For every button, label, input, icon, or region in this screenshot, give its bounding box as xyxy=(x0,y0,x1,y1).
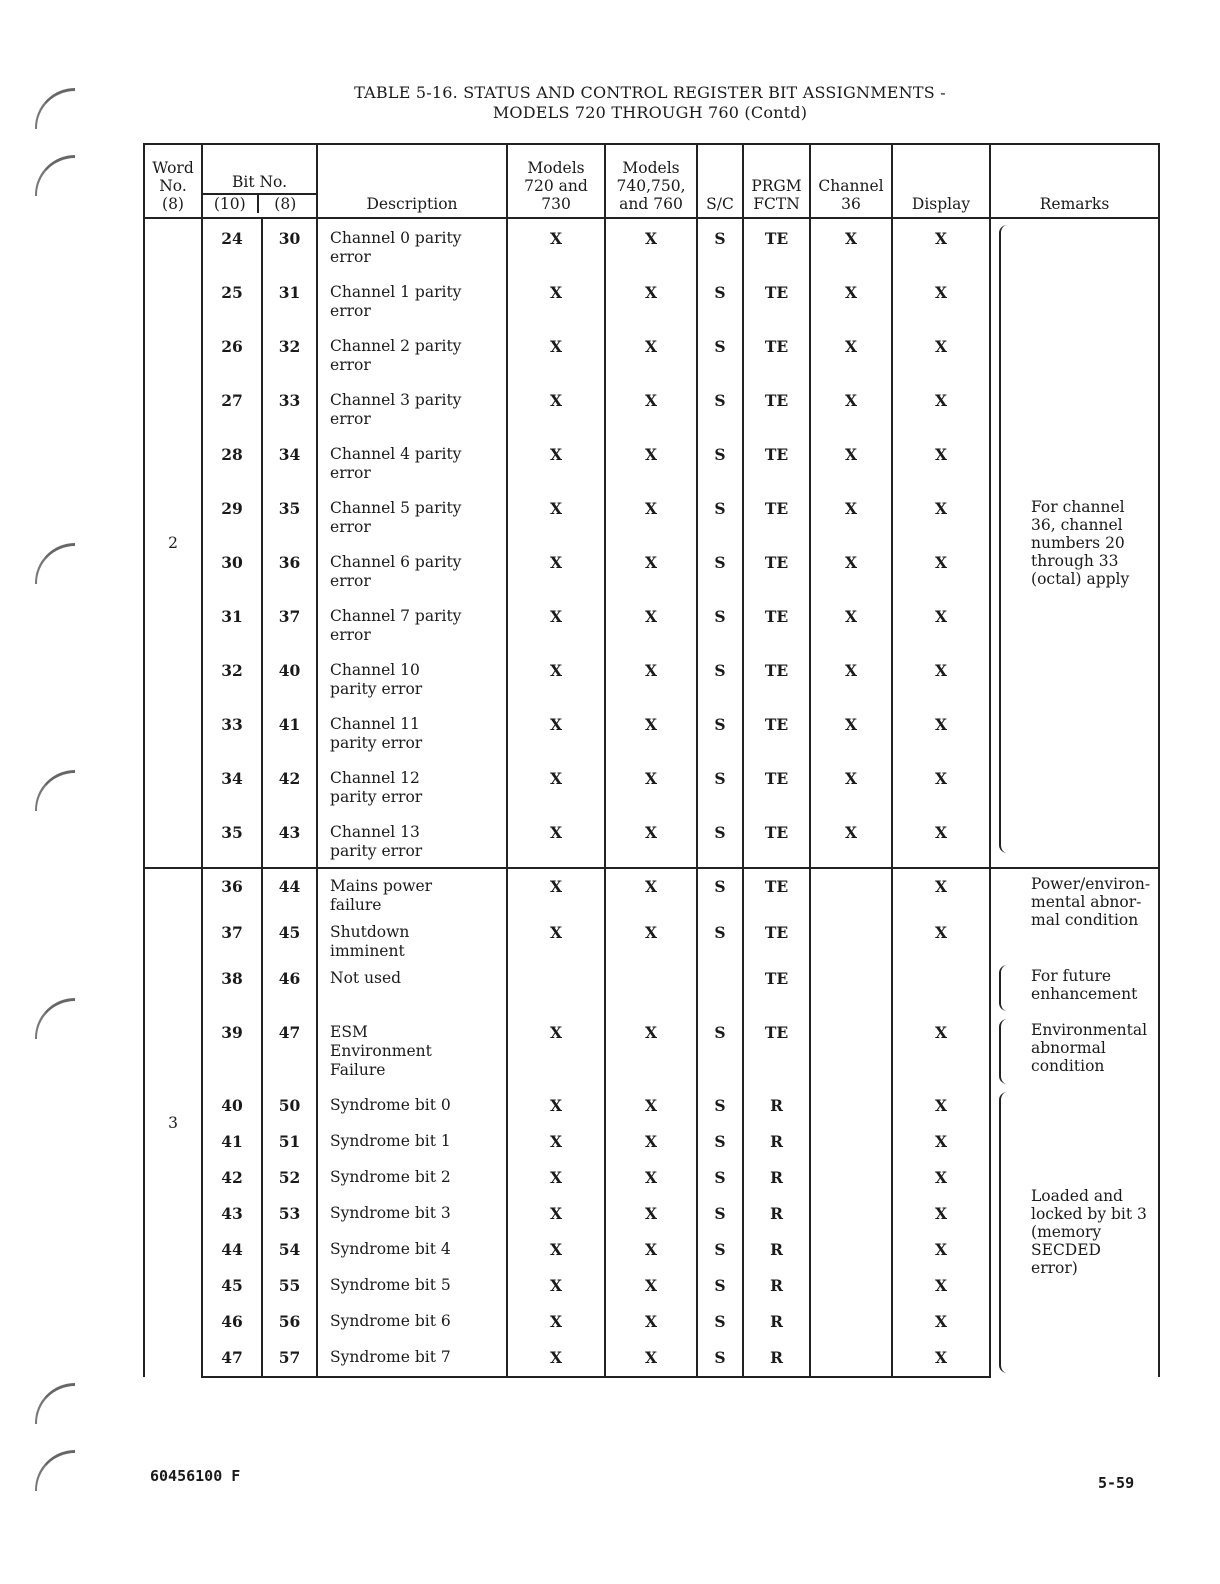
bit-decimal: 47 xyxy=(202,1340,262,1377)
models-720-mark: X xyxy=(507,435,605,489)
sc-value: S xyxy=(697,273,743,327)
models-740-mark: X xyxy=(605,868,697,915)
display-mark: X xyxy=(892,543,990,597)
header-models-740: Models 740,750, and 760 xyxy=(605,144,697,218)
models-720-mark: X xyxy=(507,1015,605,1088)
bit-octal: 47 xyxy=(262,1015,317,1088)
sc-value: S xyxy=(697,1088,743,1124)
display-mark: X xyxy=(892,327,990,381)
bit-decimal: 24 xyxy=(202,218,262,273)
table-row xyxy=(144,961,1159,1015)
channel-36-mark xyxy=(810,1088,892,1124)
description: Mains power failure xyxy=(317,868,507,915)
bit-octal: 40 xyxy=(262,651,317,705)
bit-decimal: 44 xyxy=(202,1232,262,1268)
models-720-mark: X xyxy=(507,1196,605,1232)
table-row xyxy=(144,1088,1159,1124)
models-740-mark: X xyxy=(605,1232,697,1268)
channel-36-mark xyxy=(810,1232,892,1268)
models-740-mark: X xyxy=(605,915,697,961)
sc-value: S xyxy=(697,1124,743,1160)
remarks-channel-numbering xyxy=(990,218,1159,868)
models-740-mark xyxy=(605,961,697,1015)
models-740-mark: X xyxy=(605,543,697,597)
bit-octal: 37 xyxy=(262,597,317,651)
bit-decimal: 32 xyxy=(202,651,262,705)
bit-octal: 56 xyxy=(262,1304,317,1340)
channel-36-mark: X xyxy=(810,218,892,273)
description: Channel 13 parity error xyxy=(317,813,507,868)
header-bit-no xyxy=(202,144,317,218)
display-mark: X xyxy=(892,1015,990,1088)
table-title-line-2: MODELS 720 THROUGH 760 (Contd) xyxy=(492,103,808,122)
channel-36-mark xyxy=(810,961,892,1015)
prgm-fctn: R xyxy=(743,1088,810,1124)
display-mark: X xyxy=(892,489,990,543)
channel-36-mark: X xyxy=(810,597,892,651)
sc-value: S xyxy=(697,1304,743,1340)
description: Syndrome bit 1 xyxy=(317,1124,507,1160)
bit-octal: 35 xyxy=(262,489,317,543)
header-display: Display xyxy=(892,144,990,218)
models-720-mark: X xyxy=(507,597,605,651)
models-740-mark: X xyxy=(605,273,697,327)
remark-text: Loaded and locked by bit 3 (memory SECDED error) xyxy=(1031,1187,1147,1277)
models-740-mark: X xyxy=(605,1340,697,1377)
models-740-mark: X xyxy=(605,327,697,381)
bit-octal: 57 xyxy=(262,1340,317,1377)
header-bit-octal: (8) xyxy=(274,195,297,213)
table-row xyxy=(144,218,1159,273)
description: Channel 3 parity error xyxy=(317,381,507,435)
channel-36-mark: X xyxy=(810,327,892,381)
display-mark: X xyxy=(892,1196,990,1232)
bit-decimal: 36 xyxy=(202,868,262,915)
description: Syndrome bit 4 xyxy=(317,1232,507,1268)
display-mark: X xyxy=(892,813,990,868)
remark-text: Environmental abnormal condition xyxy=(1031,1021,1148,1075)
models-720-mark: X xyxy=(507,1340,605,1377)
bit-decimal: 38 xyxy=(202,961,262,1015)
brace-mark xyxy=(999,1092,1011,1373)
channel-36-mark xyxy=(810,1124,892,1160)
models-740-mark: X xyxy=(605,435,697,489)
bit-decimal: 27 xyxy=(202,381,262,435)
description: Channel 0 parity error xyxy=(317,218,507,273)
bit-decimal: 33 xyxy=(202,705,262,759)
prgm-fctn: TE xyxy=(743,435,810,489)
models-720-mark: X xyxy=(507,813,605,868)
bit-decimal: 31 xyxy=(202,597,262,651)
models-740-mark: X xyxy=(605,489,697,543)
models-740-mark: X xyxy=(605,1268,697,1304)
sc-value: S xyxy=(697,218,743,273)
bit-octal: 46 xyxy=(262,961,317,1015)
sc-value: S xyxy=(697,915,743,961)
binder-hole xyxy=(35,155,75,196)
models-720-mark: X xyxy=(507,489,605,543)
models-740-mark: X xyxy=(605,597,697,651)
prgm-fctn: R xyxy=(743,1304,810,1340)
prgm-fctn: TE xyxy=(743,1015,810,1088)
models-720-mark: X xyxy=(507,759,605,813)
models-740-mark: X xyxy=(605,1015,697,1088)
channel-36-mark: X xyxy=(810,759,892,813)
channel-36-mark xyxy=(810,868,892,915)
display-mark: X xyxy=(892,868,990,915)
bit-octal: 52 xyxy=(262,1160,317,1196)
channel-36-mark: X xyxy=(810,543,892,597)
remark-text: For channel 36, channel numbers 20 through 33 (octal) apply xyxy=(1031,497,1130,588)
table-row xyxy=(144,868,1159,915)
models-720-mark: X xyxy=(507,705,605,759)
bit-octal: 50 xyxy=(262,1088,317,1124)
sc-value: S xyxy=(697,813,743,868)
remarks-syndrome xyxy=(990,1088,1159,1377)
display-mark: X xyxy=(892,1268,990,1304)
prgm-fctn: TE xyxy=(743,327,810,381)
prgm-fctn: TE xyxy=(743,868,810,915)
brace-mark xyxy=(999,1019,1011,1084)
header-models-720: Models 720 and 730 xyxy=(507,144,605,218)
prgm-fctn: TE xyxy=(743,813,810,868)
models-740-mark: X xyxy=(605,1196,697,1232)
remarks-environmental xyxy=(990,1015,1159,1088)
channel-36-mark: X xyxy=(810,705,892,759)
models-720-mark: X xyxy=(507,381,605,435)
bit-decimal: 26 xyxy=(202,327,262,381)
description: Syndrome bit 5 xyxy=(317,1268,507,1304)
models-720-mark: X xyxy=(507,651,605,705)
sc-value: S xyxy=(697,597,743,651)
prgm-fctn: TE xyxy=(743,489,810,543)
sc-value: S xyxy=(697,489,743,543)
bit-octal: 51 xyxy=(262,1124,317,1160)
models-720-mark: X xyxy=(507,1160,605,1196)
description: Channel 12 parity error xyxy=(317,759,507,813)
description: Channel 10 parity error xyxy=(317,651,507,705)
models-720-mark: X xyxy=(507,1232,605,1268)
bit-decimal: 35 xyxy=(202,813,262,868)
sc-value: S xyxy=(697,705,743,759)
display-mark xyxy=(892,961,990,1015)
bit-octal: 55 xyxy=(262,1268,317,1304)
prgm-fctn: R xyxy=(743,1232,810,1268)
sc-value: S xyxy=(697,1160,743,1196)
models-720-mark: X xyxy=(507,327,605,381)
models-740-mark: X xyxy=(605,381,697,435)
sc-value: S xyxy=(697,1268,743,1304)
bit-octal: 31 xyxy=(262,273,317,327)
models-720-mark: X xyxy=(507,218,605,273)
models-720-mark: X xyxy=(507,1124,605,1160)
description: Channel 2 parity error xyxy=(317,327,507,381)
header-bit-decimal: (10) xyxy=(203,195,259,213)
description: Syndrome bit 2 xyxy=(317,1160,507,1196)
description: ESM Environment Failure xyxy=(317,1015,507,1088)
bit-decimal: 39 xyxy=(202,1015,262,1088)
channel-36-mark xyxy=(810,1268,892,1304)
header-description: Description xyxy=(317,144,507,218)
header-word: Word No. (8) xyxy=(144,144,202,218)
prgm-fctn: TE xyxy=(743,218,810,273)
binder-hole xyxy=(35,770,75,811)
description: Syndrome bit 6 xyxy=(317,1304,507,1340)
channel-36-mark xyxy=(810,1015,892,1088)
bit-octal: 54 xyxy=(262,1232,317,1268)
display-mark: X xyxy=(892,435,990,489)
header-sc: S/C xyxy=(697,144,743,218)
header-channel-36: Channel 36 xyxy=(810,144,892,218)
sc-value: S xyxy=(697,1015,743,1088)
table-row xyxy=(144,1015,1159,1088)
bit-decimal: 41 xyxy=(202,1124,262,1160)
display-mark: X xyxy=(892,705,990,759)
models-740-mark: X xyxy=(605,813,697,868)
models-740-mark: X xyxy=(605,1160,697,1196)
binder-hole xyxy=(35,1383,75,1424)
display-mark: X xyxy=(892,273,990,327)
models-720-mark: X xyxy=(507,1088,605,1124)
bit-decimal: 25 xyxy=(202,273,262,327)
bit-decimal: 34 xyxy=(202,759,262,813)
prgm-fctn: TE xyxy=(743,543,810,597)
display-mark: X xyxy=(892,759,990,813)
models-740-mark: X xyxy=(605,759,697,813)
models-720-mark: X xyxy=(507,273,605,327)
bit-octal: 44 xyxy=(262,868,317,915)
sc-value: S xyxy=(697,1232,743,1268)
channel-36-mark xyxy=(810,1340,892,1377)
prgm-fctn: TE xyxy=(743,915,810,961)
bit-octal: 34 xyxy=(262,435,317,489)
bit-decimal: 46 xyxy=(202,1304,262,1340)
bit-octal: 42 xyxy=(262,759,317,813)
binder-hole xyxy=(35,543,75,584)
models-720-mark: X xyxy=(507,868,605,915)
page-number: 5-59 xyxy=(1098,1474,1135,1492)
sc-value: S xyxy=(697,651,743,705)
channel-36-mark: X xyxy=(810,813,892,868)
sc-value: S xyxy=(697,381,743,435)
display-mark: X xyxy=(892,1124,990,1160)
bit-decimal: 42 xyxy=(202,1160,262,1196)
sc-value: S xyxy=(697,759,743,813)
models-740-mark: X xyxy=(605,651,697,705)
header-bit-label: Bit No. xyxy=(203,173,316,195)
display-mark: X xyxy=(892,1088,990,1124)
description: Channel 5 parity error xyxy=(317,489,507,543)
sc-value: S xyxy=(697,435,743,489)
sc-value xyxy=(697,961,743,1015)
remarks-future xyxy=(990,961,1159,1015)
bit-octal: 41 xyxy=(262,705,317,759)
prgm-fctn: R xyxy=(743,1268,810,1304)
table-title-line-1: TABLE 5-16. STATUS AND CONTROL REGISTER BIT ASSIGNMENTS - xyxy=(354,83,946,102)
binder-hole xyxy=(35,88,75,129)
display-mark: X xyxy=(892,1340,990,1377)
sc-value: S xyxy=(697,1340,743,1377)
display-mark: X xyxy=(892,1232,990,1268)
description: Channel 4 parity error xyxy=(317,435,507,489)
display-mark: X xyxy=(892,1160,990,1196)
prgm-fctn: TE xyxy=(743,705,810,759)
models-740-mark: X xyxy=(605,705,697,759)
binder-hole xyxy=(35,1450,75,1491)
prgm-fctn: TE xyxy=(743,651,810,705)
description: Not used xyxy=(317,961,507,1015)
models-740-mark: X xyxy=(605,1124,697,1160)
brace-mark xyxy=(999,965,1011,1011)
display-mark: X xyxy=(892,651,990,705)
channel-36-mark: X xyxy=(810,273,892,327)
display-mark: X xyxy=(892,381,990,435)
channel-36-mark xyxy=(810,915,892,961)
models-720-mark: X xyxy=(507,1268,605,1304)
bit-decimal: 40 xyxy=(202,1088,262,1124)
models-740-mark: X xyxy=(605,218,697,273)
sc-value: S xyxy=(697,543,743,597)
bit-octal: 33 xyxy=(262,381,317,435)
word-number: 2 xyxy=(144,218,202,868)
brace-mark xyxy=(999,225,1011,853)
models-740-mark: X xyxy=(605,1304,697,1340)
channel-36-mark: X xyxy=(810,381,892,435)
channel-36-mark xyxy=(810,1304,892,1340)
sc-value: S xyxy=(697,327,743,381)
bit-decimal: 28 xyxy=(202,435,262,489)
description: Shutdown imminent xyxy=(317,915,507,961)
prgm-fctn: R xyxy=(743,1124,810,1160)
remarks-power xyxy=(990,868,1159,961)
channel-36-mark: X xyxy=(810,651,892,705)
prgm-fctn: R xyxy=(743,1340,810,1377)
prgm-fctn: R xyxy=(743,1160,810,1196)
channel-36-mark: X xyxy=(810,435,892,489)
models-720-mark xyxy=(507,961,605,1015)
models-720-mark: X xyxy=(507,915,605,961)
models-720-mark: X xyxy=(507,1304,605,1340)
bit-octal: 32 xyxy=(262,327,317,381)
header-remarks: Remarks xyxy=(990,144,1159,218)
header-prgm-fctn: PRGM FCTN xyxy=(743,144,810,218)
bit-assignment-table xyxy=(143,143,1160,1378)
bit-decimal: 30 xyxy=(202,543,262,597)
description: Channel 6 parity error xyxy=(317,543,507,597)
description: Channel 7 parity error xyxy=(317,597,507,651)
models-740-mark: X xyxy=(605,1088,697,1124)
word-number: 3 xyxy=(144,868,202,1377)
display-mark: X xyxy=(892,1304,990,1340)
bit-octal: 30 xyxy=(262,218,317,273)
bit-octal: 36 xyxy=(262,543,317,597)
description: Syndrome bit 0 xyxy=(317,1088,507,1124)
bit-decimal: 45 xyxy=(202,1268,262,1304)
channel-36-mark xyxy=(810,1196,892,1232)
binder-hole xyxy=(35,998,75,1039)
remark-text: Power/environ-mental abnor-mal condition xyxy=(1031,875,1151,929)
header-row xyxy=(144,144,1159,218)
bit-octal: 43 xyxy=(262,813,317,868)
display-mark: X xyxy=(892,915,990,961)
models-720-mark: X xyxy=(507,543,605,597)
description: Channel 11 parity error xyxy=(317,705,507,759)
bit-decimal: 29 xyxy=(202,489,262,543)
bit-octal: 53 xyxy=(262,1196,317,1232)
bit-decimal: 37 xyxy=(202,915,262,961)
display-mark: X xyxy=(892,597,990,651)
display-mark: X xyxy=(892,218,990,273)
bit-octal: 45 xyxy=(262,915,317,961)
prgm-fctn: R xyxy=(743,1196,810,1232)
channel-36-mark xyxy=(810,1160,892,1196)
description: Syndrome bit 7 xyxy=(317,1340,507,1377)
prgm-fctn: TE xyxy=(743,961,810,1015)
sc-value: S xyxy=(697,868,743,915)
document-number: 60456100 F xyxy=(150,1467,241,1485)
prgm-fctn: TE xyxy=(743,759,810,813)
description: Channel 1 parity error xyxy=(317,273,507,327)
prgm-fctn: TE xyxy=(743,597,810,651)
remark-text: For future enhancement xyxy=(1031,967,1138,1003)
description: Syndrome bit 3 xyxy=(317,1196,507,1232)
bit-decimal: 43 xyxy=(202,1196,262,1232)
prgm-fctn: TE xyxy=(743,273,810,327)
prgm-fctn: TE xyxy=(743,381,810,435)
channel-36-mark: X xyxy=(810,489,892,543)
sc-value: S xyxy=(697,1196,743,1232)
